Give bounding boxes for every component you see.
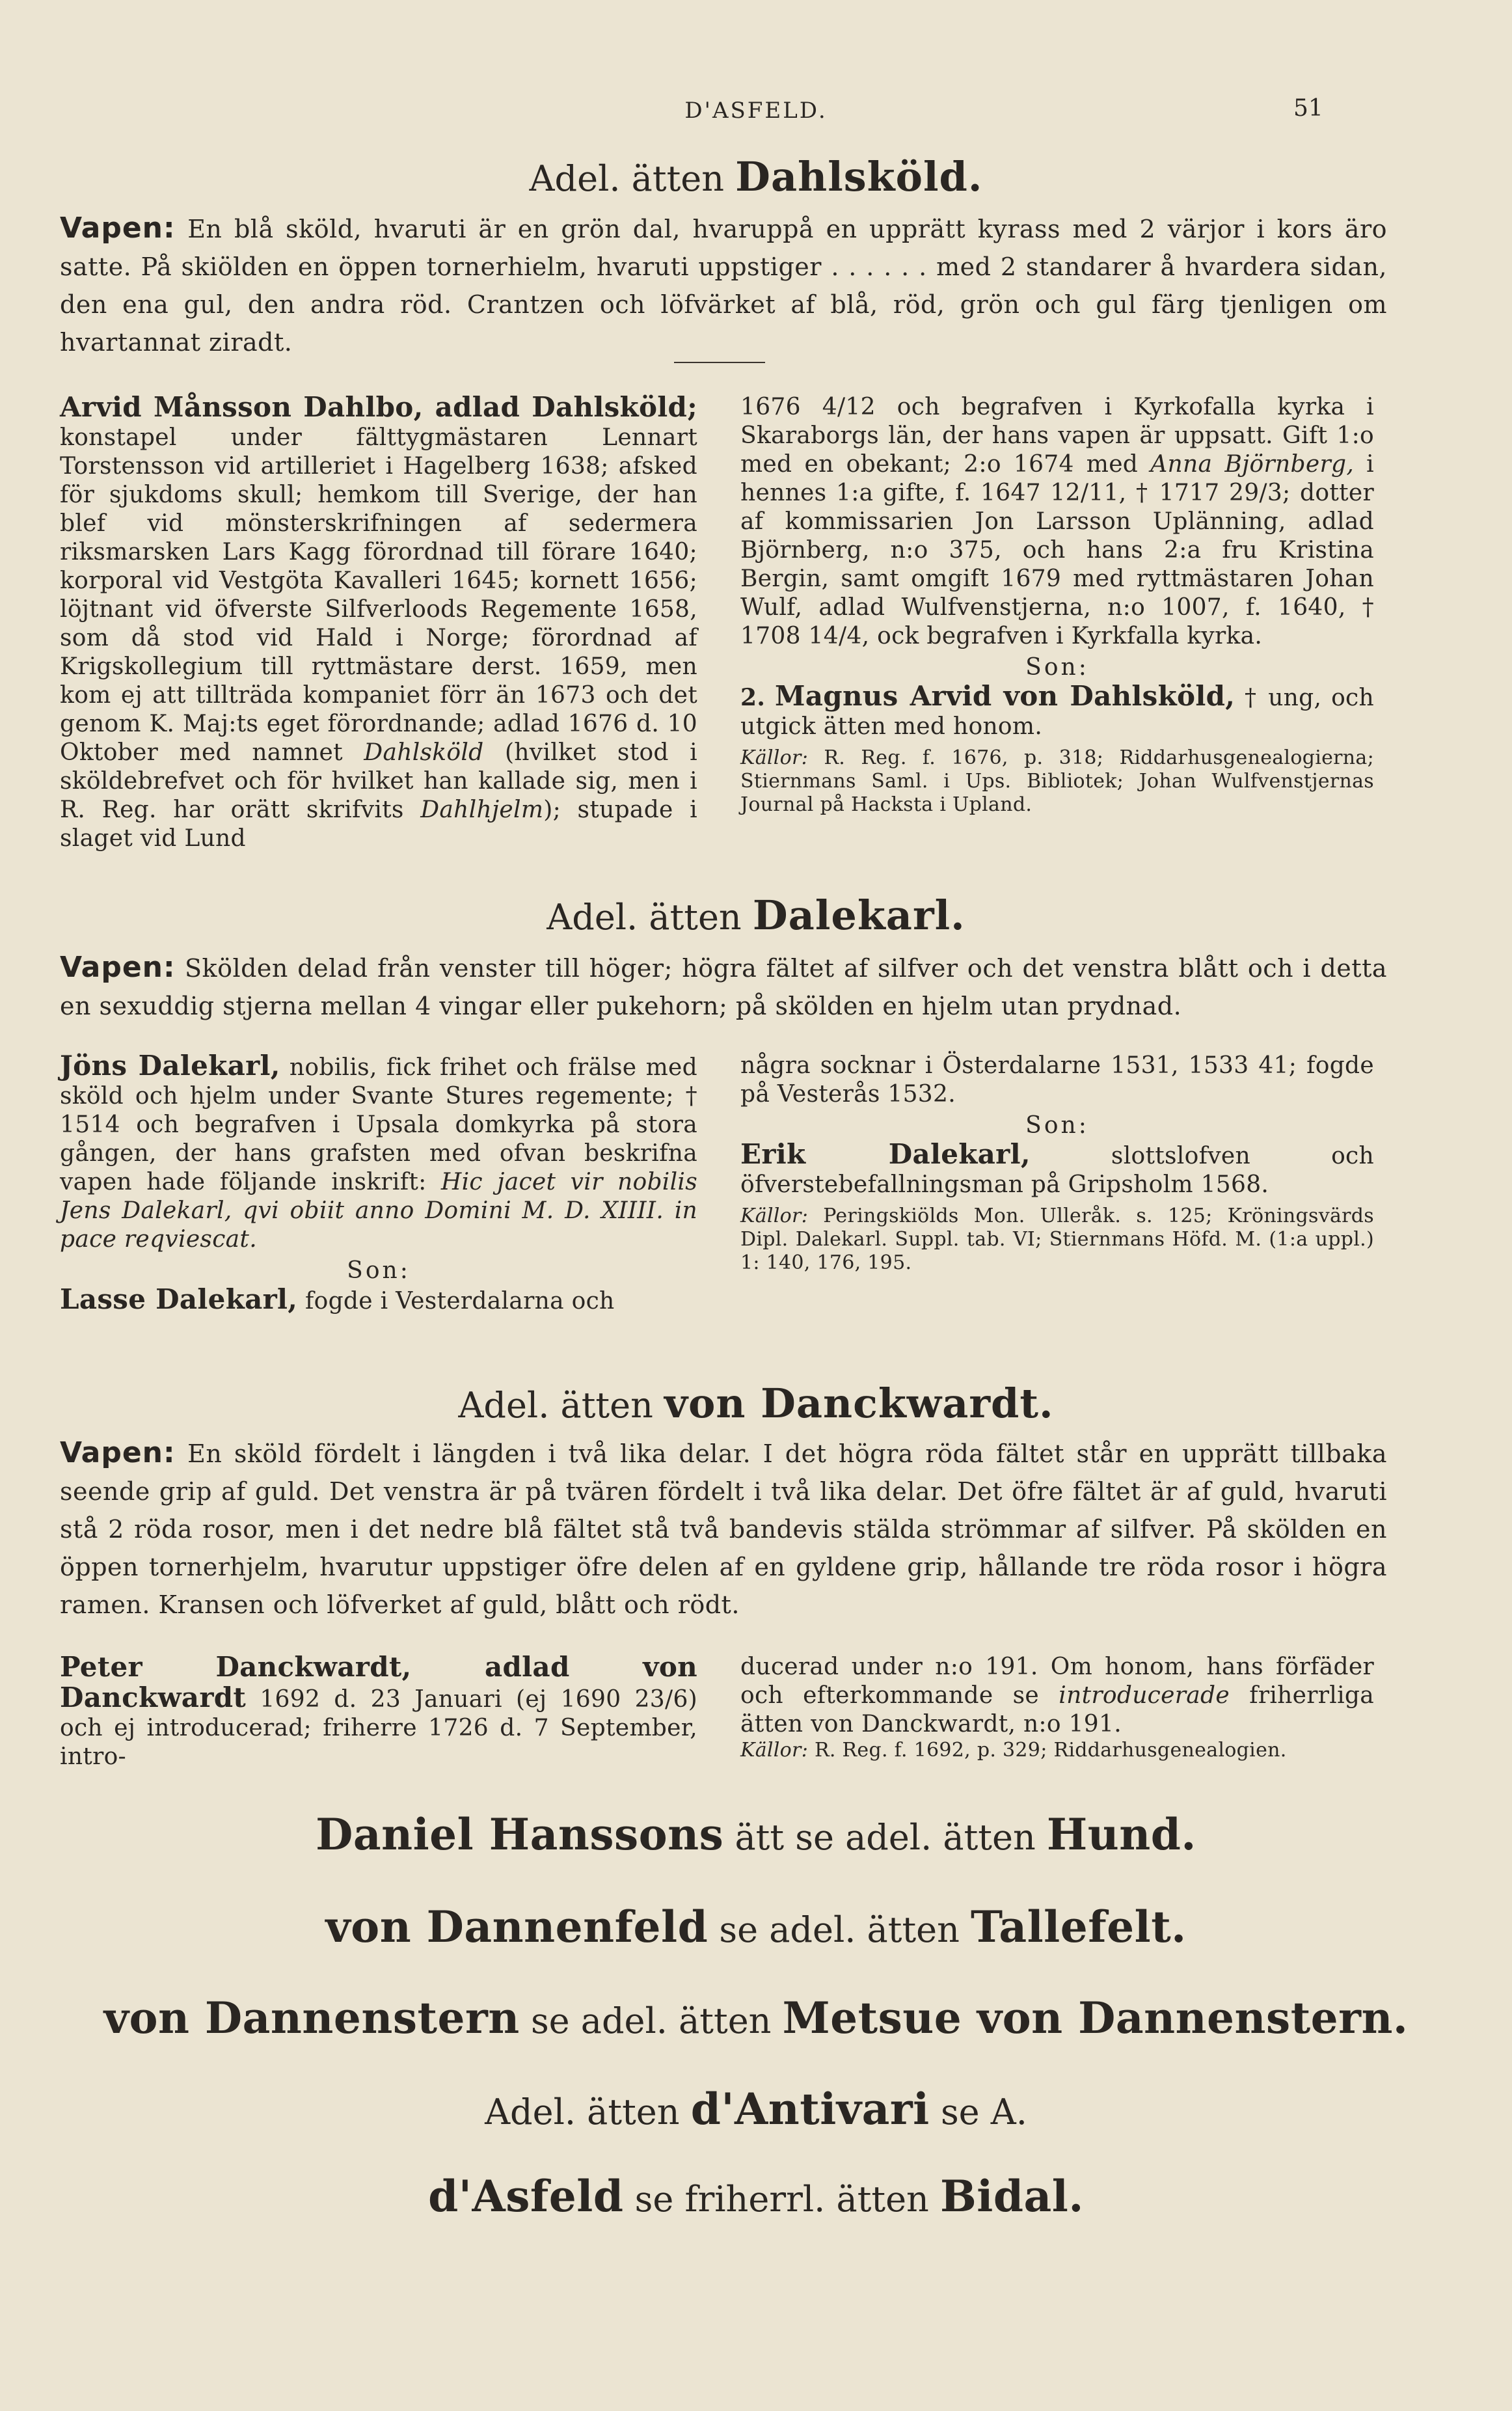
- son-name: Lasse Dalekarl,: [60, 1283, 298, 1315]
- continuation-text-2: i hennes 1:a gifte, f. 1647 12/11, † 1717 29/3; dotter af kommissarien Jon Larsson Uplänning, adlad Björnberg, n:o 375, och hans 2:a fru Kristina Bergin, samt omgift 1679 med ryttmästaren Johan Wulf, adlad Wulfvenstjerna, n:o 1007, f. 1640, † 1708 14/4, ock begrafven i Kyrkfalla kyrka.: [740, 451, 1374, 649]
- xref-target: Metsue von Dannenstern.: [782, 1993, 1409, 2043]
- son-name: Erik Dalekarl,: [740, 1138, 1031, 1170]
- sources-label: Källor:: [740, 1205, 809, 1227]
- sources-label: Källor:: [740, 746, 809, 769]
- xref-antivari: [0, 2084, 1512, 2134]
- vapen-label: Vapen:: [60, 211, 176, 245]
- vapen-text: En sköld fördelt i längden i två lika delar. I det högra röda fältet står en upprätt tillbaka seende grip af guld. Det venstra är på tvären fördelt i två lika delar. Det öfre fältet är af guld, hvaruti stå 2 röda rosor, men i det nedre blå fältet stå två bandevis stälda strömmar af silfver. På skölden en öppen tornerhjelm, hvarutur uppstiger öfre delen af en gyldene grip, hållande tre röda rosor i högra ramen. Kransen och löfverket af guld, blått och rödt.: [60, 1439, 1387, 1619]
- son-label: Son:: [347, 1257, 411, 1284]
- son-entry: [740, 1140, 1374, 1199]
- heading-family-name: Dahlsköld.: [735, 153, 983, 200]
- page-number: 51: [1293, 95, 1323, 122]
- xref-connector: se friherrl. ätten: [634, 2179, 929, 2220]
- dahlskold-left-column: [60, 393, 697, 853]
- xref-connector: se adel. ätten: [530, 2000, 772, 2041]
- continuation-italic: Anna Björnberg,: [1150, 451, 1355, 478]
- vapen-text: En blå sköld, hvaruti är en grön dal, hvaruppå en upprätt kyrass med 2 värjor i kors äro satte. På skiölden en öppen tornerhielm, hvaruti uppstiger . . . . . . med 2 standarer å hvardera sidan, den ena gul, den andra röd. Crantzen och löfvärket af blå, röd, grön och gul färg tjenligen om hvartannat ziradt.: [60, 215, 1387, 357]
- xref-target: Bidal.: [940, 2171, 1084, 2222]
- continuation-italic: introducerade: [1059, 1682, 1230, 1709]
- vapen-label: Vapen:: [60, 1436, 176, 1469]
- xref-target: Tallefelt.: [971, 1901, 1187, 1952]
- xref-target: Hund.: [1046, 1809, 1196, 1860]
- person-name: Peter Danckwardt, adlad von Danckwardt: [60, 1651, 697, 1713]
- person-italic: Dahlsköld: [364, 739, 484, 766]
- sources-text: R. Reg. f. 1676, p. 318; Riddarhusgenealogierna; Stiernmans Saml. i Ups. Bibliotek; Johan Wulfvenstjernas Journal på Hacksta i Upland.: [740, 746, 1374, 816]
- heading-dalekarl: [0, 892, 1512, 940]
- dalekarl-left-column: [60, 1052, 697, 1316]
- xref-subject: von Dannenstern: [103, 1993, 520, 2043]
- person-text: nobilis, fick frihet och frälse med sköld och hjelm under Svante Stures regemente; † 1514 och begrafven i Upsala domkyrka på stora gången, der hans grafsten med ofvan beskrifna vapen hade följande inskrift:: [60, 1054, 697, 1195]
- vapen-dalekarl: [60, 949, 1387, 1025]
- son-entry: [740, 682, 1374, 741]
- xref-connector: ätt se adel. ätten: [735, 1817, 1036, 1858]
- inscription-italic: Hic jacet vir nobilis Jens Dalekarl, qvi obiit anno Domini M. D. XIIII. in pace reqviescat.: [60, 1169, 698, 1253]
- son-text: † ung, och utgick ätten med honom.: [740, 685, 1374, 740]
- xref-asfeld: [0, 2171, 1512, 2222]
- son-label: Son:: [1025, 654, 1089, 681]
- person-name: Arvid Månsson Dahlbo, adlad Dahlsköld;: [60, 391, 697, 423]
- xref-connector: se adel. ätten: [719, 1909, 960, 1950]
- danckwardt-right-column: [740, 1653, 1374, 1762]
- person-text: konstapel under fälttygmästaren Lennart Torstensson vid artilleriet i Hagelberg 1638; afsked för sjukdoms skull; hemkom till Sverige, der han blef vid mönsterskrifningen af sedermera riksmarsken Lars Kagg förordnad till förare 1640; korporal vid Vestgöta Kavalleri 1645; kornett 1656; löjtnant vid öfverste Silfverloods Regemente 1658, som då stod vid Hald i Norge; förordnad af Krigskollegium till ryttmästare derst. 1659, men kom ej att tillträda kompaniet förr än 1673 och det genom K. Maj:ts eget förordnande; adlad 1676 d. 10 Oktober med namnet: [60, 424, 697, 766]
- sources-text: Peringskiölds Mon. Ulleråk. s. 125; Kröningsvärds Dipl. Dalekarl. Suppl. tab. VI; Stiernmans Höfd. M. (1:a uppl.) 1: 140, 176, 195.: [740, 1205, 1375, 1274]
- son-name: Magnus Arvid von Dahlsköld,: [775, 680, 1235, 712]
- xref-subject: d'Asfeld: [428, 2171, 624, 2222]
- xref-dannenstern: [0, 1993, 1512, 2043]
- son-label: Son:: [1025, 1112, 1089, 1139]
- heading-family-name: von Danckwardt.: [664, 1380, 1054, 1427]
- vapen-text: Skölden delad från venster till höger; högra fältet af silfver och det venstra blått och i detta en sexuddig stjerna mellan 4 vingar eller pukehorn; på skölden en hjelm utan prydnad.: [60, 954, 1387, 1020]
- continuation-text: ducerad under n:o 191. Om honom, hans förfäder och efterkommande se: [740, 1654, 1374, 1709]
- xref-daniel-hanssons: [0, 1809, 1512, 1860]
- section-rule: [674, 362, 765, 363]
- person-italic-2: Dahlhjelm: [420, 797, 544, 823]
- xref-dannenfeld: [0, 1901, 1512, 1952]
- sources-text: R. Reg. f. 1692, p. 329; Riddarhusgenealogien.: [814, 1739, 1287, 1762]
- son-text: fogde i Vesterdalarna och: [304, 1288, 615, 1314]
- vapen-label: Vapen:: [60, 951, 176, 984]
- person-text-3: ); stupade i slaget vid Lund: [60, 797, 697, 852]
- continuation-text: 1676 4/12 och begrafven i Kyrkofalla kyrka i Skaraborgs län, der hans vapen är uppsatt. Gift 1:o med en obekant; 2:o 1674 med: [740, 394, 1374, 478]
- dalekarl-right-column: [740, 1052, 1374, 1275]
- person-text-2: (hvilket stod i sköldebrefvet och för hvilket han kallade sig, men i R. Reg. har orätt skrifvits: [60, 739, 697, 823]
- person-name: Jöns Dalekarl,: [60, 1050, 280, 1082]
- vapen-danckwardt: [60, 1434, 1387, 1624]
- xref-subject: d'Antivari: [690, 2084, 930, 2134]
- continuation-text-2: friherrliga ätten von Danckwardt, n:o 191.: [740, 1682, 1375, 1737]
- continuation-text: några socknar i Österdalarne 1531, 1533 41; fogde på Vesterås 1532.: [740, 1052, 1374, 1108]
- running-head: D'ASFELD.: [684, 98, 828, 124]
- person-text: 1692 d. 23 Januari (ej 1690 23/6) och ej introducerad; friherre 1726 d. 7 September, intro-: [60, 1686, 697, 1770]
- sources: [740, 1739, 1374, 1762]
- heading-prefix: Adel. ätten: [458, 1385, 653, 1426]
- son-text: slottslofven och öfverstebefallningsman på Gripsholm 1568.: [740, 1143, 1374, 1198]
- sources: [740, 746, 1374, 817]
- sources: [740, 1205, 1374, 1275]
- xref-target: se A.: [940, 2091, 1027, 2132]
- sources-label: Källor:: [740, 1739, 809, 1762]
- heading-danckwardt: [0, 1380, 1512, 1428]
- son-number: 2.: [740, 684, 766, 711]
- xref-subject: von Dannenfeld: [325, 1901, 709, 1952]
- danckwardt-left-column: [60, 1653, 697, 1771]
- heading-family-name: Dalekarl.: [752, 892, 965, 939]
- heading-dahlskold: [0, 153, 1512, 201]
- son-entry: [60, 1285, 697, 1316]
- heading-prefix: Adel. ätten: [529, 158, 724, 199]
- xref-connector: Adel. ätten: [485, 2091, 680, 2132]
- vapen-dahlskold: [60, 210, 1387, 361]
- dahlskold-right-column: [740, 393, 1374, 817]
- heading-prefix: Adel. ätten: [547, 897, 742, 938]
- xref-subject: Daniel Hanssons: [316, 1809, 724, 1860]
